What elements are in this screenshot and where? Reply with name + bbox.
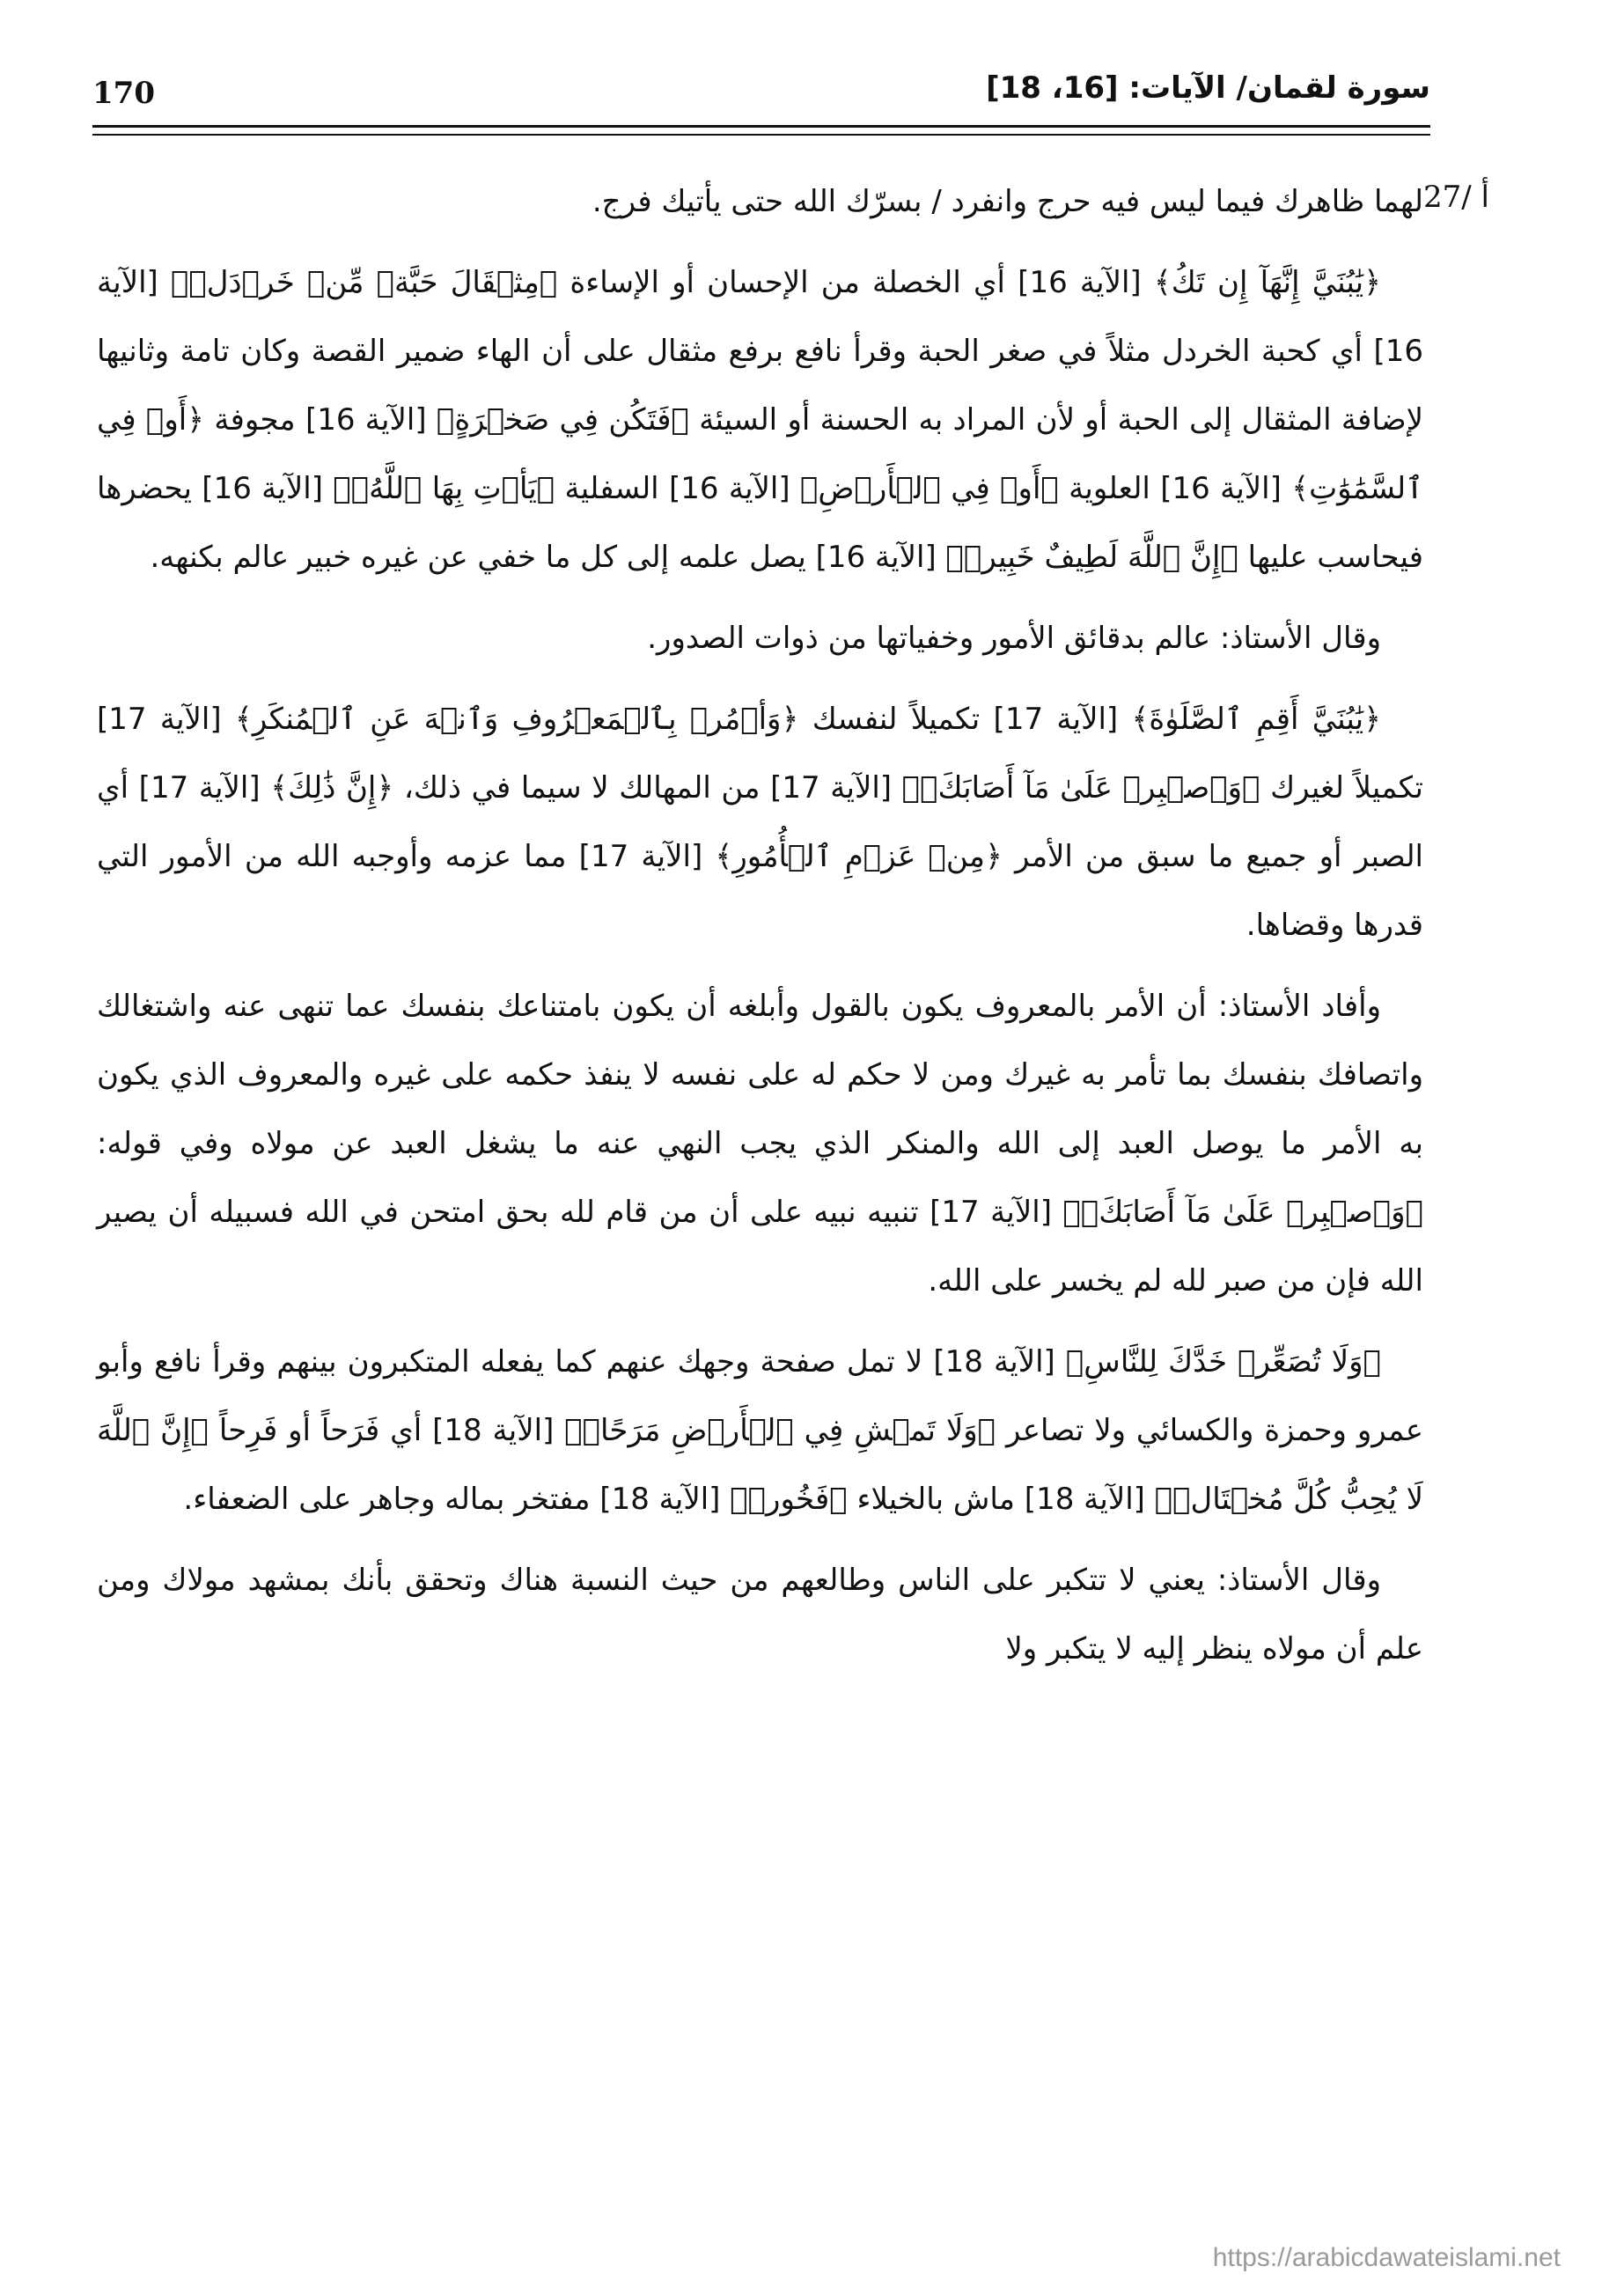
page-number: 170 <box>92 76 155 111</box>
paragraph-verse-18-commentary: ﴿وَلَا تُصَعِّرۡ خَدَّكَ لِلنَّاسِ﴾ [الآية 18] لا تمل صفحة وجهك عنهم كما يفعله المتكبرون بينهم وقرأ نافع وأبو عمرو وحمزة والكسائي ولا تصاعر ﴿وَلَا تَمۡشِ فِي ٱلۡأَرۡضِ مَرَحًاۖ﴾ [الآية 18] أي فَرَحاً أو فَرِحاً ﴿إِنَّ ٱللَّهَ لَا يُحِبُّ كُلَّ مُخۡتَالٖ﴾ [الآية 18] ماش بالخيلاء ﴿فَخُورٖ﴾ [الآية 18] مفتخر بماله وجاهر على الضعفاء. <box>97 1344 1423 1517</box>
chapter-title: سورة لقمان/ الآيات: [16، 18] <box>986 70 1430 106</box>
paragraph-ustadh-remark-1: وقال الأستاذ: عالم بدقائق الأمور وخفياتها من ذوات الصدور. <box>647 621 1381 656</box>
header-rule-thick <box>92 125 1430 128</box>
paragraph-continuation: لهما ظاهرك فيما ليس فيه حرج وانفرد / بسرّك الله حتى يأتيك فرج. <box>592 184 1423 219</box>
website-watermark: https://arabicdawateislami.net <box>1212 2243 1561 2272</box>
header-rule-thin <box>92 134 1430 136</box>
paragraph-ustadh-remark-2: وأفاد الأستاذ: أن الأمر بالمعروف يكون بالقول وأبلغه أن يكون بامتناعك بنفسك عما تنهى عنه واشتغالك واتصافك بنفسك بما تأمر به غيرك ومن لا حكم له على نفسه لا ينفذ حكمه على غيره والمعروف الذي يكون به الأمر ما يوصل العبد إلى الله والمنكر الذي يجب النهي عنه ما يشغل العبد عن مولاه وفي قوله: ﴿وَٱصۡبِرۡ عَلَىٰ مَآ أَصَابَكَۖ﴾ [الآية 17] تنبيه نبيه على أن من قام لله بحق امتحن في الله فسبيله أن يصير الله فإن من صبر لله لم يخسر على الله. <box>97 989 1424 1298</box>
page-body <box>97 167 1423 1683</box>
manuscript-folio-reference: 27/ أ <box>1423 180 1489 215</box>
running-header <box>92 70 1430 132</box>
paragraph-verse-16-commentary: ﴿يَٰبُنَيَّ إِنَّهَآ إِن تَكُ﴾ [الآية 16] أي الخصلة من الإحسان أو الإساءة ﴿مِثۡقَالَ حَبَّةٖ مِّنۡ خَرۡدَلٖ﴾ [الآية 16] أي كحبة الخردل مثلاً في صغر الحبة وقرأ نافع برفع مثقال على أن الهاء ضمير القصة وكان تامة وثانيها لإضافة المثقال إلى الحبة أو لأن المراد به الحسنة أو السيئة ﴿فَتَكُن فِي صَخۡرَةٍ﴾ [الآية 16] مجوفة ﴿أَوۡ فِي ٱلسَّمَٰوَٰتِ﴾ [الآية 16] العلوية ﴿أَوۡ فِي ٱلۡأَرۡضِ﴾ [الآية 16] السفلية ﴿يَأۡتِ بِهَا ٱللَّهُۚ﴾ [الآية 16] يحضرها فيحاسب عليها ﴿إِنَّ ٱللَّهَ لَطِيفٌ خَبِيرٞ﴾ [الآية 16] يصل علمه إلى كل ما خفي عن غيره خبير عالم بكنهه. <box>97 265 1424 575</box>
paragraph-ustadh-remark-3: وقال الأستاذ: يعني لا تتكبر على الناس وطالعهم من حيث النسبة هناك وتحقق بأنك بمشهد مولاك ومن علم أن مولاه ينظر إليه لا يتكبر ولا <box>97 1563 1423 1666</box>
paragraph-verse-17-commentary: ﴿يَٰبُنَيَّ أَقِمِ ٱلصَّلَوٰةَ﴾ [الآية 17] تكميلاً لنفسك ﴿وَأۡمُرۡ بِٱلۡمَعۡرُوفِ وَٱنۡهَ عَنِ ٱلۡمُنكَرِ﴾ [الآية 17] تكميلاً لغيرك ﴿وَٱصۡبِرۡ عَلَىٰ مَآ أَصَابَكَۖ﴾ [الآية 17] من المهالك لا سيما في ذلك، ﴿إِنَّ ذَٰلِكَ﴾ [الآية 17] أي الصبر أو جميع ما سبق من الأمر ﴿مِنۡ عَزۡمِ ٱلۡأُمُورِ﴾ [الآية 17] مما عزمه وأوجبه الله من الأمور التي قدرها وقضاها. <box>97 702 1423 943</box>
